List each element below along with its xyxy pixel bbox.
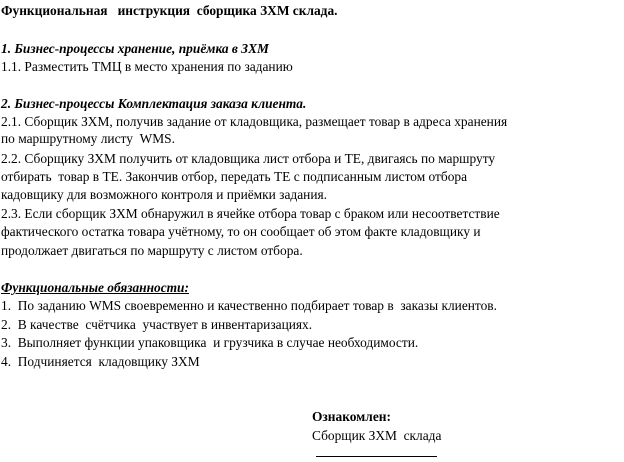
section2-line: 2.2. Сборщику ЗХМ получить от кладовщика лист отбора и ТЕ, двигаясь по маршруту bbox=[1, 151, 496, 166]
section2-heading: 2. Бизнес-процессы Комплектация заказа клиента. bbox=[1, 96, 307, 111]
section2-line: 2.3. Если сборщик ЗХМ обнаружил в ячейке отбора товар с браком или несоответствие bbox=[1, 206, 500, 221]
section2-line: 2.1. Сборщик ЗХМ, получив задание от кладовщика, размещает товар в адреса хранения bbox=[1, 114, 508, 129]
signature-label: Ознакомлен: bbox=[312, 409, 391, 424]
signature-role: Сборщик ЗХМ склада bbox=[312, 428, 442, 443]
section2-line: кадовщику для возможного контроля и приёмки задания. bbox=[1, 187, 328, 202]
section1-item: 1.1. Разместить ТМЦ в место хранения по заданию bbox=[1, 59, 293, 74]
duty-item: 1. По заданию WMS своевременно и качественно подбирает товар в заказы клиентов. bbox=[1, 298, 497, 313]
duty-item: 4. Подчиняется кладовщику ЗХМ bbox=[1, 354, 200, 369]
duty-item: 2. В качестве счётчика участвует в инвентаризациях. bbox=[1, 317, 313, 332]
section2-line: отбирать товар в ТЕ. Закончив отбор, передать ТЕ с подписанным листом отбора bbox=[1, 169, 468, 184]
section2-line: по маршрутному листу WMS. bbox=[1, 131, 175, 146]
section2-line: продолжает двигаться по маршруту с листом отбора. bbox=[1, 243, 303, 258]
document-title: Функциональная инструкция сборщика ЗХМ склада. bbox=[1, 3, 338, 18]
section2-line: фактического остатка товара учётному, то он сообщает об этом факте кладовщику и bbox=[1, 224, 481, 239]
section1-heading: 1. Бизнес-процессы хранение, приёмка в ЗХМ bbox=[1, 41, 269, 56]
signature-line bbox=[316, 456, 437, 457]
duties-heading: Функциональные обязанности: bbox=[1, 280, 189, 295]
duty-item: 3. Выполняет функции упаковщика и грузчика в случае необходимости. bbox=[1, 335, 419, 350]
